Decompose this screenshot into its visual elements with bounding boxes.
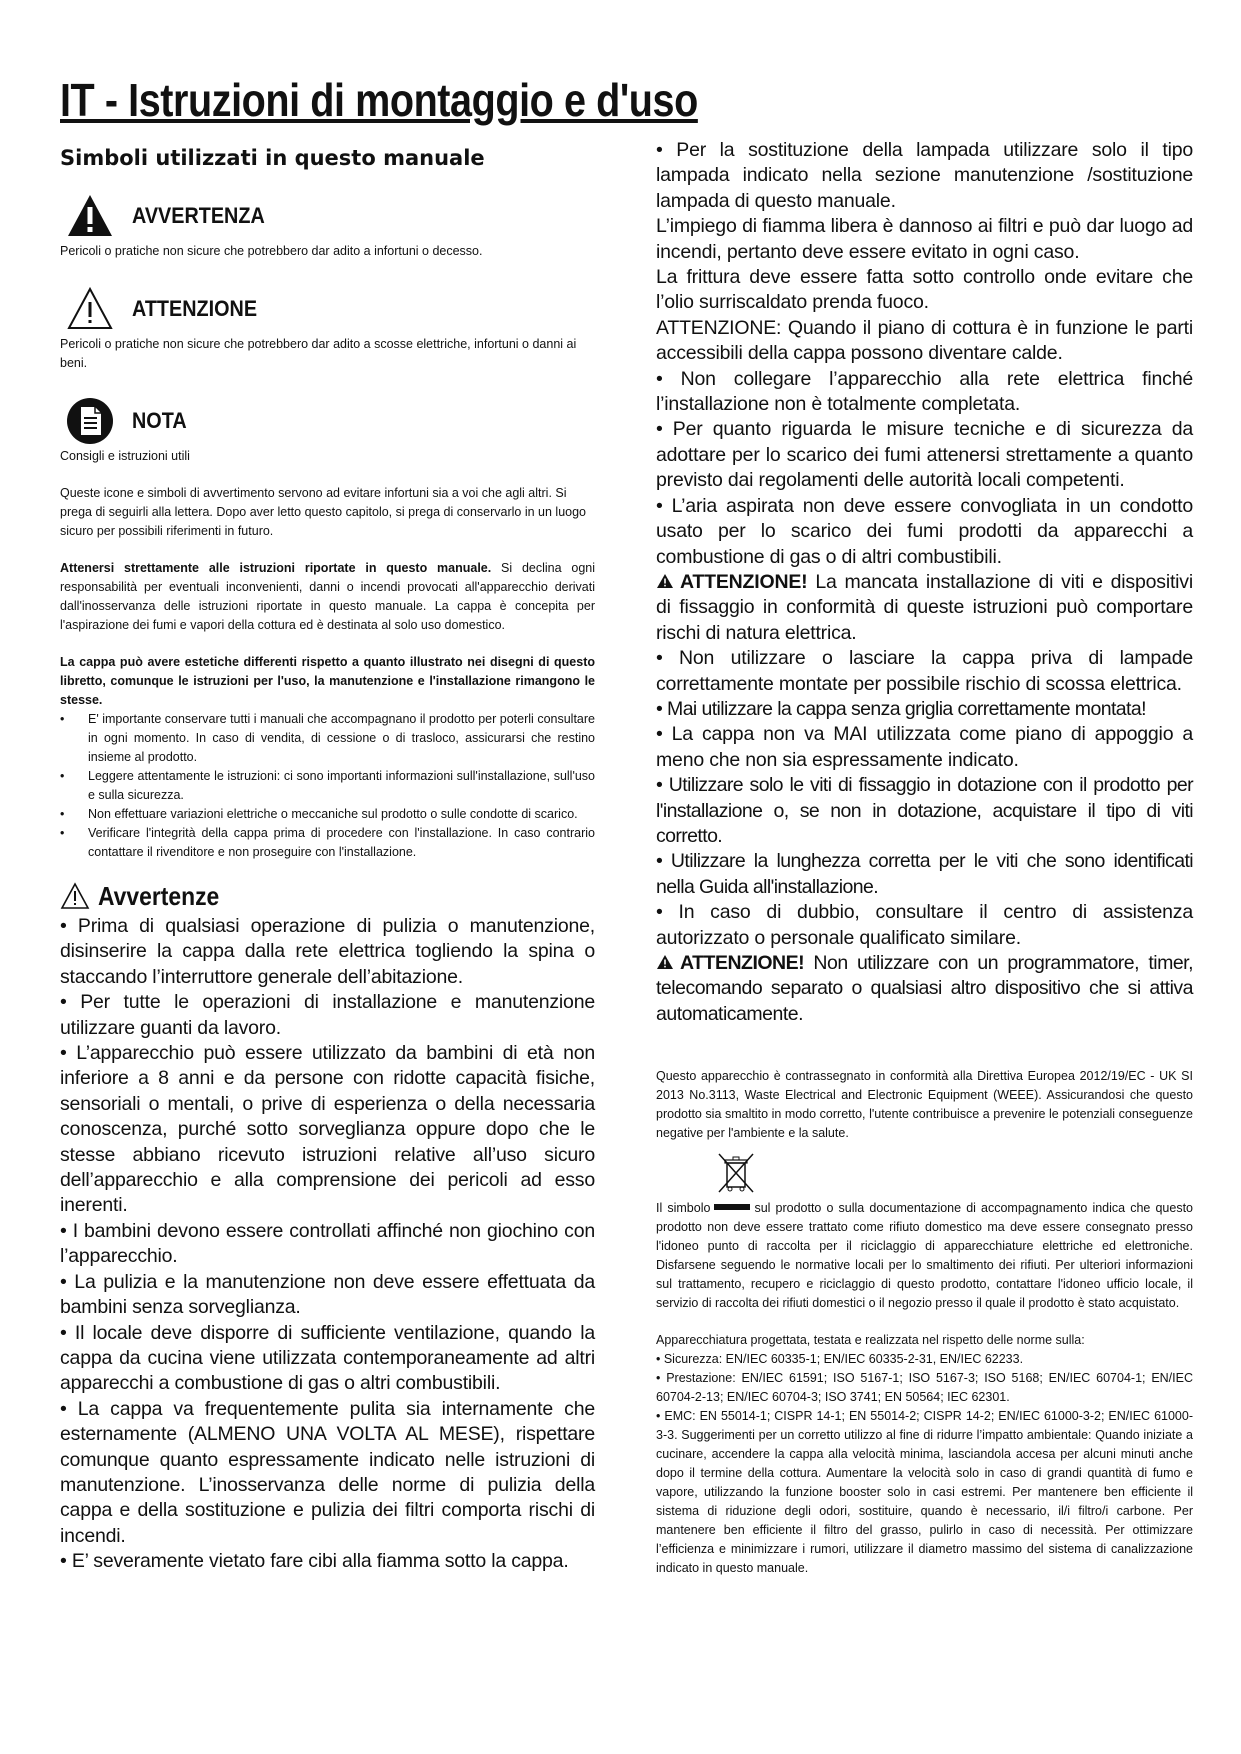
avvertenze-paragraph: • E’ severamente vietato fare cibi alla fiamma sotto la cappa. — [60, 1550, 569, 1573]
warning-filled-icon — [66, 192, 114, 240]
attenzione-heading: ATTENZIONE — [132, 296, 258, 321]
attention-paragraph — [656, 570, 1193, 646]
norms-item: • Sicurezza: EN/IEC 60335-1; EN/IEC 60335-2-31, EN/IEC 62233. — [656, 1352, 1024, 1367]
intro-paragraph: Queste icone e simboli di avvertimento servono ad evitare infortuni sia a voi che agli altri. Si prega di seguirli alla lettera. Dopo aver letto questo capitolo, si prega di conservarlo in un luogo sicuro per possibili riferimenti in futuro. — [60, 486, 587, 538]
attention-bold: ATTENZIONE! — [680, 952, 805, 974]
avvertenza-text: Pericoli o pratiche non sicure che potrebbero dar adito a infortuni o decesso. — [60, 244, 483, 258]
avvertenze-title: Avvertenze — [98, 880, 220, 911]
crossed-bin-icon — [716, 1151, 756, 1195]
right-paragraph: • In caso di dubbio, consultare il centro di assistenza autorizzato o personale qualificato similare. — [656, 901, 1193, 949]
list-item: • Verificare l'integrità della cappa prima di procedere con l'installazione. In caso contrario contattare il rivenditore e non proseguire con l'installazione. — [60, 824, 595, 862]
attenzione-text: Pericoli o pratiche non sicure che potrebbero dar adito a scosse elettriche, infortuni o danni ai beni. — [60, 337, 577, 370]
strict-rest: Si declina ogni responsabilità per eventuali inconvenienti, danni o incendi provocati all'apparecchio derivati dall'inosservanza delle istruzioni riportate in questo manuale. La cappa è concepita per l'aspirazione dei fumi e vapori della cottura ed è destinata al solo uso domestico. — [60, 561, 596, 632]
symbol-post: sul prodotto o sulla documentazione di accompagnamento indica che questo prodotto non deve essere trattato come rifiuto domestico ma deve essere consegnato presso l'idoneo punto di raccolta per il riciclaggio di apparecchiature elettriche ed elettroniche. Disfarsene seguendo le normative locali per lo smaltimento dei rifiuti. Per ulteriori informazioni sul trattamento, recupero e riciclaggio di questo prodotto, contattare l'idoneo ufficio locale, il servizio di raccolta dei rifiuti domestici o il negozio presso il quale il prodotto è stato acquistato. — [656, 1201, 1194, 1311]
avvertenze-heading-row — [60, 878, 595, 914]
right-paragraph: • La cappa non va MAI utilizzata come piano di appoggio a meno che non sia espressamente indicato. — [656, 723, 1193, 771]
instructions-list — [60, 710, 595, 862]
avvertenze-paragraph: • L’apparecchio può essere utilizzato da bambini di età non inferiore a 8 anni e da persone con ridotte capacità fisiche, sensoriali o mentali, o prive di esperienza o della necessaria conoscenza, purché sotto sorveglianza oppure dopo che le stesse abbiano ricevuto istruzioni relative all’uso sicuro dell’apparecchio e alla comprensione dei pericoli ad esso inerenti. — [60, 1042, 595, 1217]
crossed-bin-bar-icon — [714, 1204, 750, 1210]
right-paragraph: • Utilizzare la lunghezza corretta per le viti che sono identificati nella Guida all'installazione. — [656, 850, 1193, 898]
right-column — [656, 138, 1193, 1578]
avvertenza-symbol-row — [60, 190, 595, 242]
norms-intro: Apparecchiatura progettata, testata e realizzata nel rispetto delle norme sulla: — [656, 1333, 1085, 1348]
list-item: • Non effettuare variazioni elettriche o meccaniche sul prodotto o sulle condotte di scarico. — [60, 805, 595, 824]
right-paragraph: • Mai utilizzare la cappa senza griglia correttamente montata! — [656, 697, 1146, 720]
avvertenze-paragraph: • La pulizia e la manutenzione non deve essere effettuata da bambini senza sorveglianza. — [60, 1270, 595, 1319]
avvertenze-paragraph: • Per tutte le operazioni di installazione e manutenzione utilizzare guanti da lavoro. — [60, 991, 595, 1039]
list-item: • Leggere attentamente le istruzioni: ci sono importanti informazioni sull'installazione, sull'uso e sulla sicurezza. — [60, 767, 595, 805]
right-paragraph: • Utilizzare solo le viti di fissaggio in dotazione con il prodotto per l'installazione o, se non in dotazione, acquistare il tipo di viti corretto. — [656, 774, 1193, 847]
attention-rest: Non utilizzare con un programmatore, timer, telecomando separato o qualsiasi altro dispositivo che si attiva automaticamente. — [656, 952, 1193, 1025]
attention-bold: ATTENZIONE! — [680, 570, 808, 593]
left-column — [60, 138, 595, 1575]
attenzione-symbol-row — [60, 283, 595, 335]
right-paragraph: • Non utilizzare o lasciare la cappa priva di lampade correttamente montate per possibile rischio di scossa elettrica. — [656, 647, 1193, 695]
note-icon — [66, 397, 114, 445]
avvertenza-heading: AVVERTENZA — [132, 203, 265, 228]
strict-paragraph — [60, 559, 595, 635]
list-item: • E' importante conservare tutti i manuali che accompagnano il prodotto per poterli consultare in ogni momento. In caso di vendita, di cessione o di trasloco, assicurarsi che restino insieme al prodotto. — [60, 710, 595, 767]
avvertenze-paragraph: • I bambini devono essere controllati affinché non giochino con l’apparecchio. — [60, 1219, 595, 1268]
right-paragraph: • Per la sostituzione della lampada utilizzare solo il tipo lampada indicato nella sezione manutenzione /sostituzione lampada di questo manuale. — [656, 139, 1193, 212]
avvertenze-paragraph: • La cappa va frequentemente pulita sia internamente che esternamente (ALMENO UNA VOLTA AL MESE), rispettare comunque quanto espressamente indicato nelle istruzioni di manutenzione. L’inosservanza delle norme di pulizia della cappa e della sostituzione e pulizia dei filtri comporta rischi di incendi. — [60, 1397, 595, 1547]
right-paragraph: L’impiego di fiamma libera è dannoso ai filtri e può dar luogo ad incendi, pertanto deve essere evitato in ogni caso. — [656, 215, 1193, 263]
warning-filled-icon — [656, 954, 674, 970]
right-paragraph: • L’aria aspirata non deve essere convogliata in un condotto usato per lo scarico dei fumi prodotti da apparecchi a combustione di gas o di altri combustibili. — [656, 494, 1193, 568]
page-title: IT - Istruzioni di montaggio e d'uso — [60, 74, 698, 126]
warning-outline-icon — [66, 285, 114, 333]
right-paragraph: La frittura deve essere fatta sotto controllo onde evitare che l’olio surriscaldato prenda fuoco. — [656, 266, 1193, 314]
weee-paragraph: Questo apparecchio è contrassegnato in conformità alla Direttiva Europea 2012/19/EC - UK SI 2013 No.3113, Waste Electrical and Electronic Equipment (WEEE). Assicurandosi che questo prodotto sia smaltito in modo corretto, l'utente contribuisce a prevenire le potenziali conseguenze negative per l'ambiente e la salute. — [656, 1069, 1193, 1141]
warning-filled-icon — [656, 573, 674, 589]
strict-bold: Attenersi strettamente alle istruzioni riportate in questo manuale. — [60, 561, 492, 575]
avvertenze-paragraph: • Il locale deve disporre di sufficiente ventilazione, quando la cappa da cucina viene utilizzata contemporaneamente ad altri apparecchi a combustione di gas o altri combustibili. — [60, 1321, 595, 1395]
nota-heading: NOTA — [132, 408, 187, 433]
warning-outline-icon — [60, 882, 90, 910]
nota-text: Consigli e istruzioni utili — [60, 449, 190, 463]
symbol-paragraph — [656, 1199, 1193, 1313]
symbol-pre: Il simbolo — [656, 1201, 711, 1216]
right-paragraph: ATTENZIONE: Quando il piano di cottura è in funzione le parti accessibili della cappa possono diventare calde. — [656, 316, 1193, 365]
right-paragraph: • Non collegare l’apparecchio alla rete elettrica finché l’installazione non è totalmente completata. — [656, 367, 1193, 416]
symbols-section-title: Simboli utilizzati in questo manuale — [60, 146, 485, 170]
avvertenze-paragraph: • Prima di qualsiasi operazione di pulizia o manutenzione, disinserire la cappa dalla rete elettrica togliendo la spina o staccando l’interruttore generale dell’abitazione. — [60, 915, 595, 988]
attention-rest: La mancata installazione di viti e dispositivi di fissaggio in conformità di queste istruzioni può comportare rischi di natura elettrica. — [656, 570, 1193, 644]
aesthetic-paragraph: La cappa può avere estetiche differenti rispetto a quanto illustrato nei disegni di questo libretto, comunque le istruzioni per l'uso, la manutenzione e l'installazione rimangono le stesse. — [60, 655, 595, 707]
norms-item: • Prestazione: EN/IEC 61591; ISO 5167-1; ISO 5167-3; ISO 5168; EN/IEC 60704-1; EN/IEC 60704-2-13; EN/IEC 60704-3; ISO 3741; EN 50564; IEC 62301. — [656, 1371, 1193, 1405]
nota-symbol-row — [60, 395, 595, 447]
right-paragraph: • Per quanto riguarda le misure tecniche e di sicurezza da adottare per lo scarico dei fumi attenersi strettamente a quanto previsto dai regolamenti delle autorità locali competenti. — [656, 418, 1193, 492]
attention-paragraph — [656, 951, 1193, 1027]
norms-item: • EMC: EN 55014-1; CISPR 14-1; EN 55014-2; CISPR 14-2; EN/IEC 61000-3-2; EN/IEC 61000-3-3. Suggerimenti per un corretto utilizzo al fine di ridurre l’impatto ambientale: Quando iniziate a cucinare, accendere la cappa alla velocità minima, lasciandola accesa per alcuni minuti anche dopo il termine della cottura. Aumentare la velocità solo in caso di grandi quantità di fumo e vapore, utilizzando la funzione booster solo in casi estremi. Per mantenere ben efficiente il sistema di riduzione degli odori, sostituire, quando è necessario, il/i filtro/i carbone. Per mantenere ben efficiente il filtro del grasso, pulirlo in caso di necessità. Per ottimizzare l’efficienza e minimizzare i rumori, utilizzare il diametro massimo del sistema di canalizzazione indicato in questo manuale. — [656, 1409, 1193, 1576]
